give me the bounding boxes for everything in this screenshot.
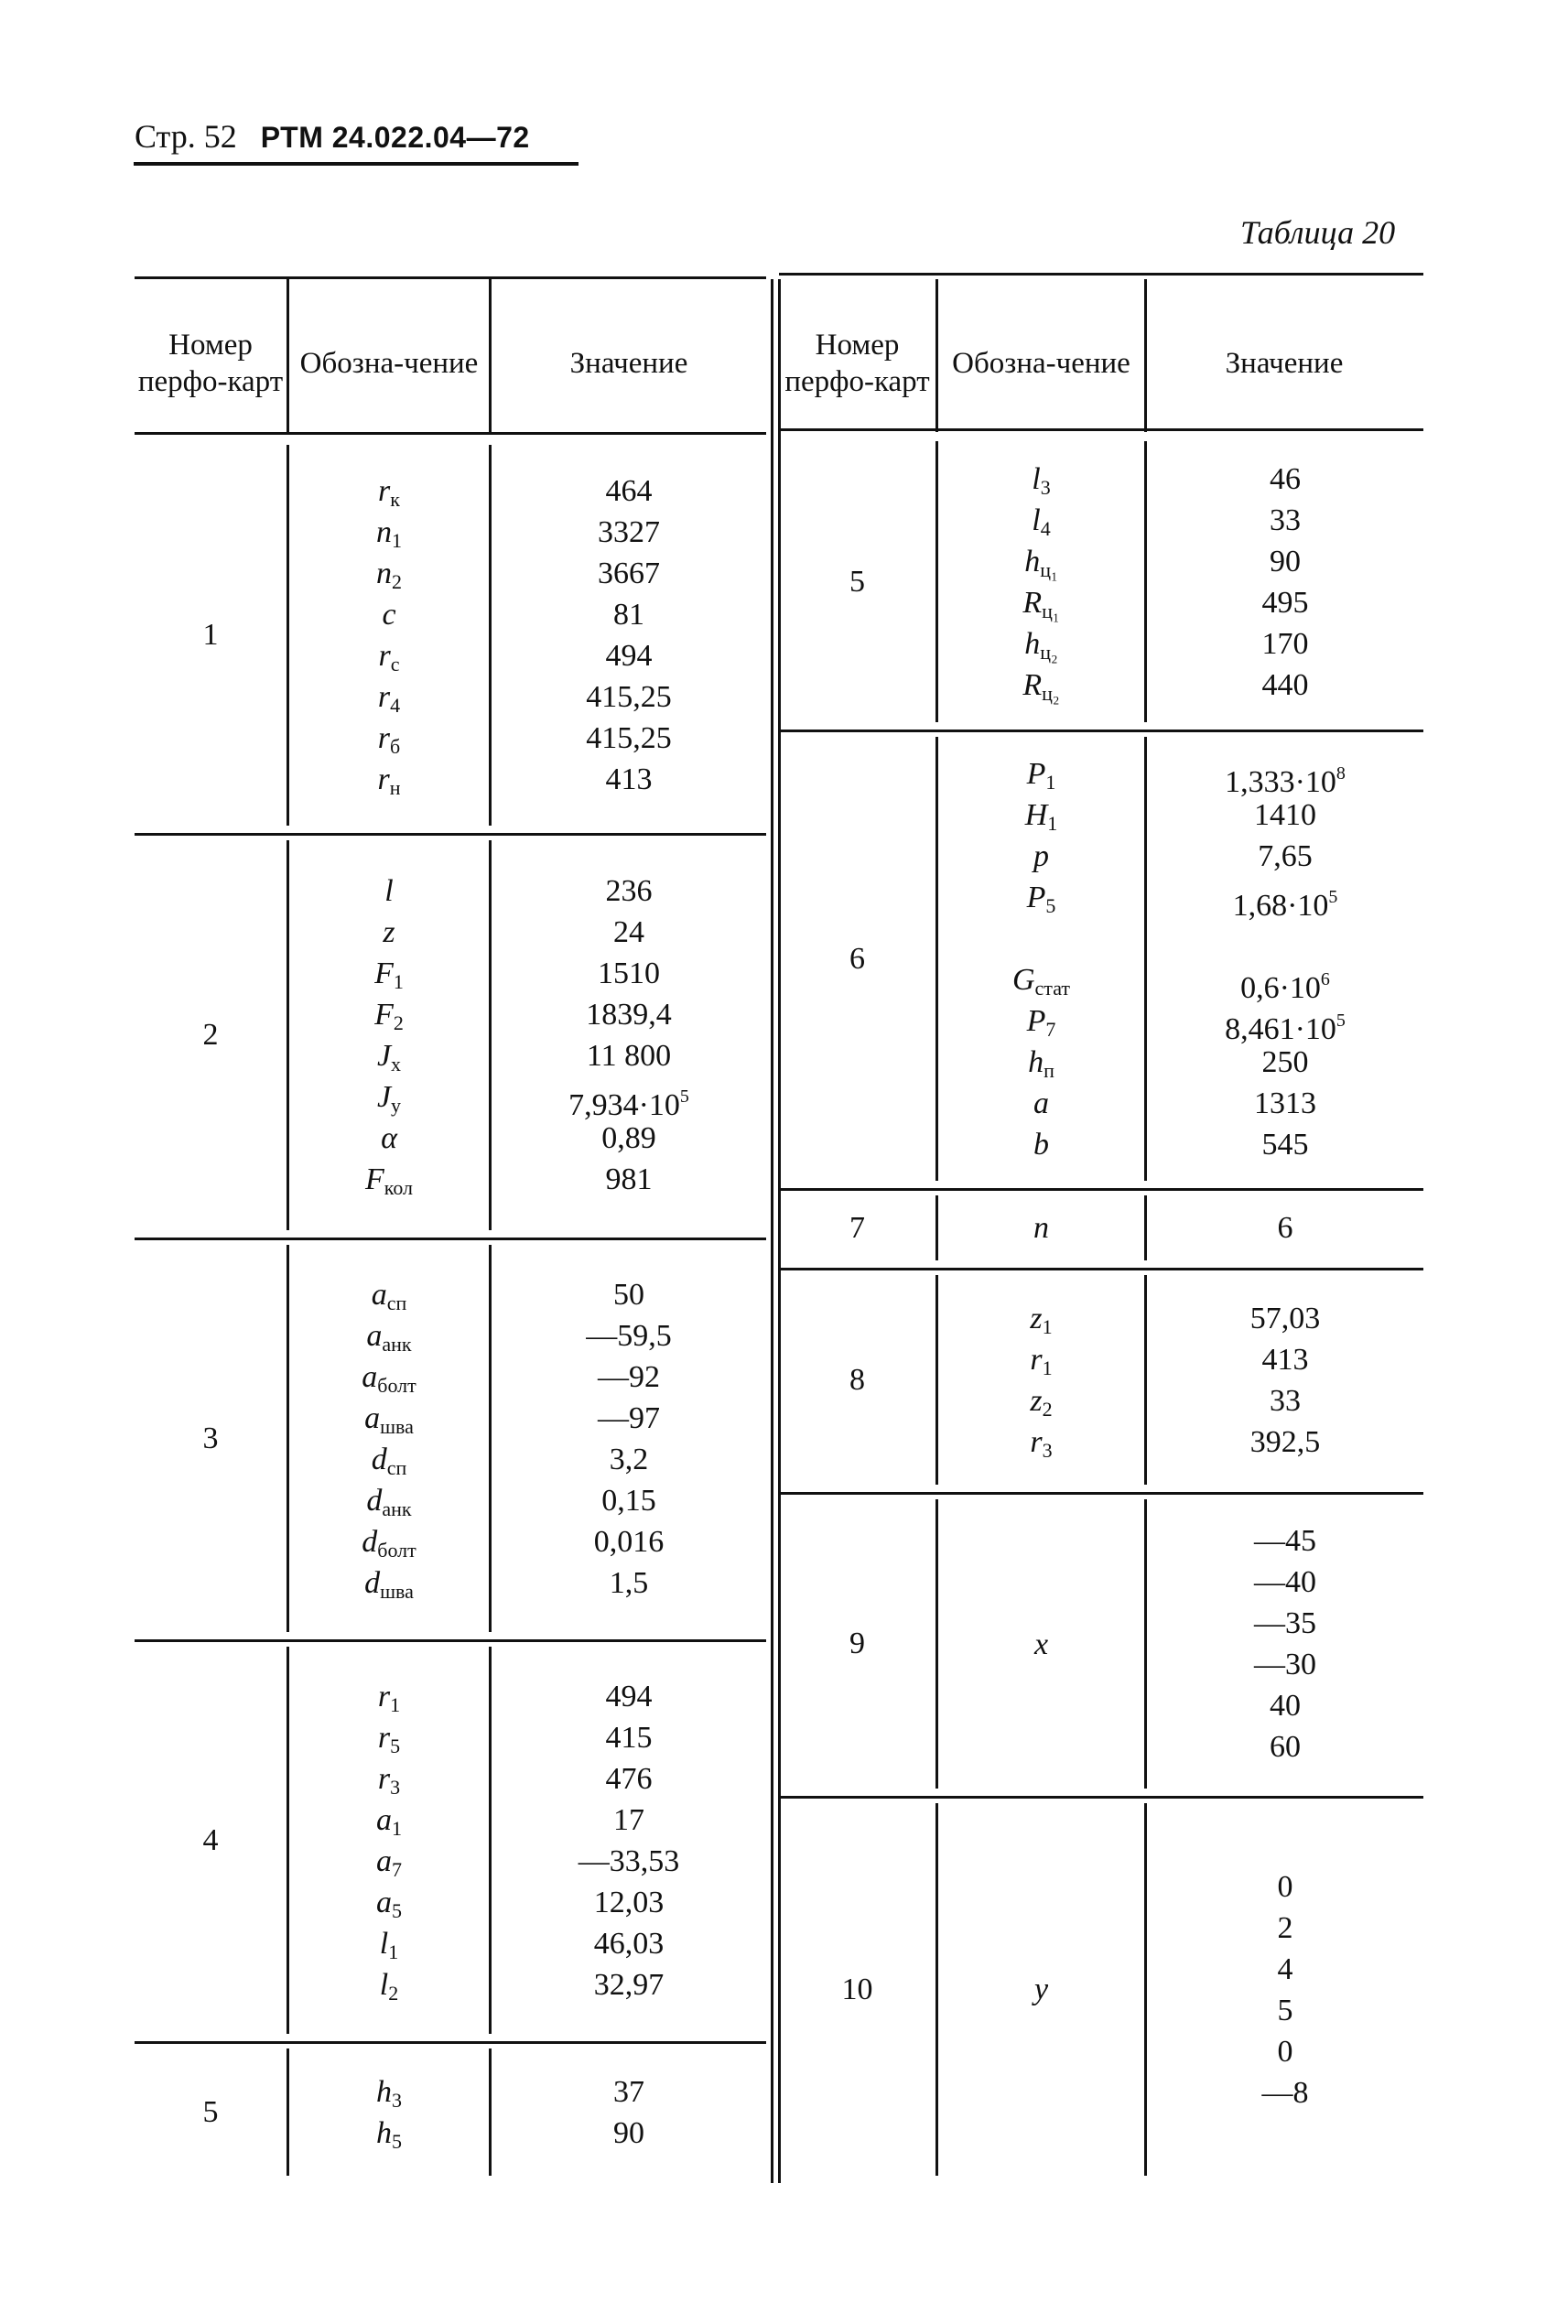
value-cell: 392,5 (1249, 1424, 1321, 1459)
symbol-column-left (289, 833, 489, 1238)
table-title: Таблица 20 (1240, 214, 1396, 251)
card-number-right: 9 (849, 1627, 865, 1660)
symbol-cell: $r_c$ (378, 639, 400, 676)
value-cell: 5 (1277, 1993, 1293, 2027)
value-cell: 545 (1261, 1127, 1309, 1162)
value-cell: 0,15 (601, 1483, 656, 1518)
table-top-rule (135, 276, 766, 279)
symbol-column-right (938, 1492, 1144, 1796)
value-cell: 6 (1277, 1211, 1293, 1245)
value-cell: 1410 (1254, 797, 1316, 832)
symbol-cell: $a_1$ (376, 1802, 402, 1840)
value-cell: 170 (1261, 626, 1309, 661)
symbol-cell: $F_{кол}$ (364, 1162, 414, 1199)
value-cell: —8 (1261, 2075, 1309, 2110)
symbol-cell: $a_{анк}$ (366, 1318, 412, 1356)
value-cell: 24 (613, 915, 644, 949)
card-number-left: 5 (202, 2094, 219, 2129)
symbol-cell: $H_1$ (1024, 797, 1058, 835)
symbol-cell: $a_{болт}$ (362, 1359, 416, 1397)
value-cell: —92 (598, 1359, 660, 1394)
value-cell: 0 (1277, 1869, 1293, 1904)
symbol-column-left (289, 1639, 489, 2041)
symbol-cell: $h_5$ (376, 2115, 402, 2153)
value-cell: 0,89 (601, 1121, 656, 1155)
column-divider (287, 279, 289, 432)
value-cell: 11 800 (586, 1039, 672, 1073)
value-cell: 17 (613, 1802, 644, 1837)
value-cell: 32,97 (593, 1967, 665, 2002)
symbol-cell: $h_п$ (1028, 1044, 1054, 1082)
value-cell: 90 (1270, 544, 1301, 578)
value-cell: 33 (1270, 1383, 1301, 1418)
value-cell: 3667 (598, 557, 660, 590)
col-header-value: Значение (569, 347, 688, 380)
value-cell: 0 (1277, 2034, 1293, 2069)
symbol-cell: z (383, 915, 395, 949)
value-cell: 81 (613, 598, 644, 632)
symbol-cell: $r_к$ (378, 474, 400, 511)
symbol-cell: $a_{шва}$ (364, 1400, 414, 1438)
symbol-cell: $l_2$ (379, 1967, 399, 2005)
value-cell: —30 (1254, 1648, 1316, 1681)
symbol-cell: $a_7$ (376, 1843, 402, 1881)
value-cell: 40 (1270, 1689, 1301, 1723)
symbol-cell: $R_{ц_2}$ (1022, 667, 1060, 705)
value-cell: 413 (1261, 1342, 1309, 1377)
value-column-right (1147, 1268, 1423, 1492)
value-cell: 440 (1261, 667, 1309, 702)
value-column-right (1147, 1188, 1423, 1268)
symbol-column-right (938, 1796, 1144, 2183)
card-number-right: 7 (849, 1210, 865, 1245)
page-number: Стр. 52 (135, 118, 237, 155)
page-header (135, 117, 530, 156)
symbol-cell: $d_{болт}$ (362, 1524, 416, 1562)
value-cell: 12,03 (593, 1885, 665, 1919)
card-number-left: 2 (202, 1018, 219, 1052)
symbol-cell: $r_1$ (377, 1679, 401, 1716)
value-cell: 2 (1277, 1910, 1293, 1945)
value-column-right (1147, 1796, 1423, 2183)
value-column-left (492, 2041, 766, 2183)
value-column-right (1147, 1492, 1423, 1796)
value-column-right (1147, 434, 1423, 730)
value-cell: 0,016 (593, 1524, 665, 1559)
symbol-column-left (289, 438, 489, 833)
symbol-cell: $a_5$ (376, 1885, 402, 1922)
header-bottom-rule (135, 432, 766, 435)
symbol-cell: $P_1$ (1026, 756, 1056, 794)
symbol-cell: b (1033, 1127, 1049, 1162)
symbol-cell: $d_{анк}$ (366, 1483, 412, 1520)
value-cell: 60 (1270, 1730, 1301, 1764)
value-cell: 415 (605, 1720, 653, 1755)
symbol-cell: $r_3$ (1030, 1424, 1053, 1462)
column-divider (1144, 279, 1147, 432)
symbol-cell: $r_3$ (377, 1761, 401, 1799)
value-cell: $7,934\cdot 10^5$ (568, 1086, 689, 1122)
value-cell (1281, 918, 1290, 959)
symbol-cell: l (384, 874, 394, 908)
value-column-left (492, 438, 766, 833)
symbol-column-right (938, 1188, 1144, 1268)
value-cell: 33 (1270, 503, 1301, 537)
header-underline (134, 162, 579, 166)
value-cell: $1,333\cdot 10^8$ (1225, 762, 1346, 799)
symbol-cell: n (1033, 1211, 1049, 1245)
symbol-cell: p (1033, 838, 1049, 873)
symbol-cell: $J_y$ (376, 1080, 402, 1117)
symbol-cell: $n_1$ (376, 515, 402, 552)
value-cell: 3327 (598, 515, 660, 549)
symbol-cell: $P_7$ (1026, 1003, 1056, 1041)
value-column-right (1147, 730, 1423, 1188)
symbol-cell: $r_н$ (377, 762, 401, 799)
card-number-left: 1 (202, 618, 219, 652)
column-divider (489, 279, 492, 432)
symbol-cell: a (1033, 1086, 1049, 1120)
value-cell: 3,2 (609, 1442, 649, 1476)
card-number-left: 4 (202, 1822, 219, 1857)
symbol-cell: $r_1$ (1030, 1342, 1053, 1379)
value-cell: 90 (613, 2115, 644, 2150)
symbol-cell: y (1033, 1973, 1049, 2006)
value-cell: 7,65 (1258, 838, 1313, 873)
value-cell: —45 (1254, 1524, 1316, 1558)
symbol-cell: $r_5$ (377, 1720, 401, 1757)
symbol-cell: $n_2$ (376, 557, 402, 593)
value-cell: 981 (605, 1162, 653, 1196)
header-bottom-rule-right (779, 428, 1423, 431)
value-cell: 236 (605, 874, 653, 908)
symbol-cell: $J_x$ (376, 1039, 402, 1076)
symbol-cell (1037, 918, 1045, 959)
value-cell: 1510 (598, 957, 660, 990)
col-header-symbol: Обозна-чение (299, 347, 479, 380)
col-header-symbol-right: Обозна-чение (952, 347, 1130, 380)
value-cell: $1,68\cdot 10^5$ (1232, 886, 1338, 923)
table-top-rule-right (779, 273, 1423, 276)
column-divider (935, 279, 938, 432)
symbol-cell: $h_{ц_1}$ (1024, 544, 1058, 581)
value-cell: $0,6\cdot 10^6$ (1240, 968, 1330, 1005)
standard-code: РТМ 24.022.04—72 (260, 121, 530, 154)
value-cell: 1313 (1254, 1086, 1316, 1120)
value-cell: 46 (1270, 461, 1301, 496)
value-cell: —40 (1254, 1565, 1316, 1599)
value-cell: 494 (605, 639, 653, 673)
symbol-cell: $l_4$ (1032, 503, 1051, 540)
value-column-left (492, 1639, 766, 2041)
value-cell: 46,03 (593, 1926, 665, 1961)
col-header-card: Номер перфо-карт (137, 329, 284, 398)
value-cell: 476 (605, 1761, 653, 1796)
symbol-column-right (938, 1268, 1144, 1492)
card-number-right: 6 (849, 941, 865, 976)
value-cell: 495 (1261, 585, 1309, 620)
symbol-cell: $P_5$ (1026, 880, 1056, 917)
value-cell: 413 (605, 762, 653, 796)
card-number-right: 5 (849, 564, 865, 599)
value-cell: 50 (613, 1277, 644, 1312)
symbol-column-right (938, 434, 1144, 730)
value-cell: —59,5 (586, 1318, 672, 1353)
card-number-right: 8 (849, 1362, 865, 1397)
symbol-cell: $d_{шва}$ (364, 1565, 414, 1603)
value-cell: 415,25 (586, 721, 672, 755)
value-cell: 4 (1277, 1951, 1293, 1986)
symbol-cell: $z_1$ (1030, 1301, 1053, 1338)
value-cell: 250 (1261, 1044, 1309, 1079)
value-cell: —97 (598, 1400, 660, 1435)
value-cell: 1839,4 (586, 998, 672, 1032)
symbol-cell: x (1033, 1627, 1049, 1661)
symbol-cell: α (381, 1121, 397, 1155)
card-number-left: 3 (202, 1421, 219, 1455)
symbol-cell: $R_{ц_1}$ (1022, 585, 1060, 622)
value-cell: 1,5 (609, 1565, 649, 1600)
value-cell: 415,25 (586, 680, 672, 714)
symbol-cell: $G_{стат}$ (1011, 962, 1071, 1000)
symbol-cell: $h_{ц_2}$ (1024, 626, 1058, 664)
symbol-cell: $d_{сп}$ (371, 1442, 407, 1479)
value-cell: —35 (1254, 1606, 1316, 1640)
symbol-cell: $h_3$ (376, 2074, 402, 2112)
col-header-card-right: Номер перфо-карт (784, 329, 930, 398)
value-column-left (492, 833, 766, 1238)
value-cell: 57,03 (1249, 1301, 1321, 1335)
symbol-cell: $l_1$ (379, 1926, 399, 1963)
center-double-rule (771, 279, 773, 2183)
symbol-cell: c (382, 598, 396, 632)
value-cell: 494 (605, 1679, 653, 1713)
symbol-cell: $l_3$ (1032, 461, 1051, 499)
value-cell: 464 (605, 474, 653, 508)
value-cell: —33,53 (578, 1843, 680, 1878)
value-cell: $8,461\cdot 10^5$ (1225, 1010, 1346, 1046)
symbol-column-right (938, 730, 1144, 1188)
symbol-cell: $z_2$ (1030, 1383, 1053, 1421)
symbol-cell: $r_б$ (377, 721, 401, 758)
symbol-cell: $a_{сп}$ (371, 1277, 407, 1314)
symbol-column-left (289, 2041, 489, 2183)
card-number-right: 10 (841, 1972, 873, 2006)
col-header-value-right: Значение (1225, 347, 1344, 380)
value-column-left (492, 1238, 766, 1639)
symbol-cell: $F_2$ (374, 998, 404, 1034)
symbol-column-left (289, 1238, 489, 1639)
value-cell: 37 (613, 2074, 644, 2109)
symbol-cell: $F_1$ (374, 957, 404, 993)
symbol-cell: $r_4$ (377, 680, 401, 717)
